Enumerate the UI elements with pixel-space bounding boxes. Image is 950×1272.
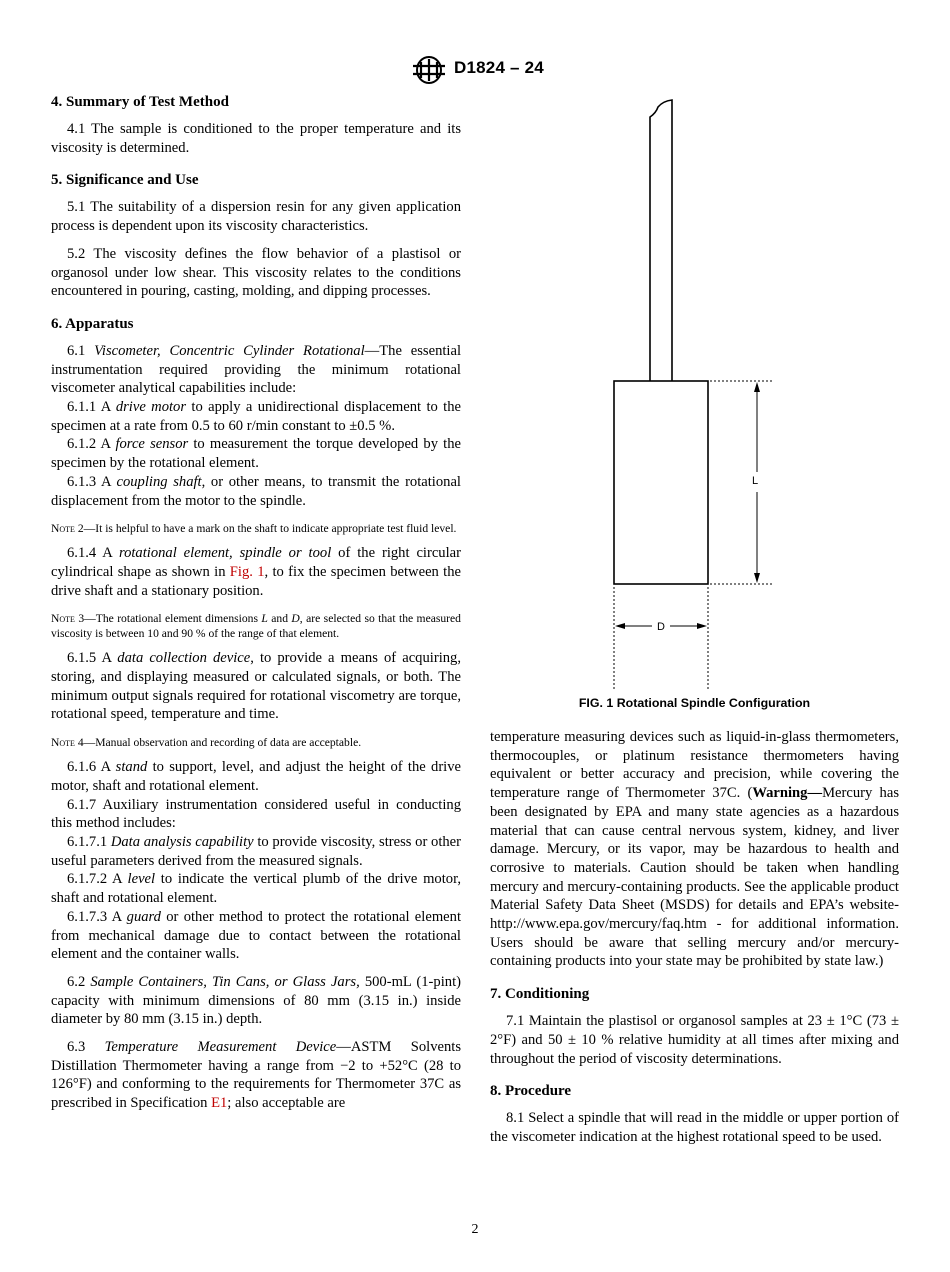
paragraph-6-2: 6.2 Sample Containers, Tin Cans, or Glass Jars, 500-mL (1-pint) capacity with minimum dimensions of 80 mm (3.15 in.) inside diameter by 80 mm (3.15 in.) depth. [51,973,461,1028]
paragraph-6-1-3: 6.1.3 A coupling shaft, or other means, to transmit the rotational displacement from the motor to the spindle. [51,473,461,509]
paragraph-6-1-7: 6.1.7 Auxiliary instrumentation considered useful in conducting this method includes: [51,796,461,832]
e1-link[interactable]: E1 [211,1095,228,1112]
section-6-heading: 6. Apparatus [51,315,134,332]
right-column [490,728,899,1156]
figure-caption: FIG. 1 Rotational Spindle Configuration [578,696,811,710]
note-3: Note 3—The rotational element dimensions L and D, are selected so that the measured viscosity is between 10 and 90 % of the range of that element. [51,612,461,641]
section-5-heading: 5. Significance and Use [51,172,199,189]
section-7-heading: 7. Conditioning [490,986,590,1003]
section-4-heading: 4. Summary of Test Method [51,94,229,110]
spindle-cylinder [614,381,708,584]
paragraph-6-1-4: 6.1.4 A rotational element, spindle or tool of the right circular cylindrical shape as shown in Fig. 1, to fix the specimen between the drive shaft and a stationary position. [51,545,461,599]
paragraph-6-1-5: 6.1.5 A data collection device, to provide a means of acquiring, storing, and displaying measured or calculated signals, or both. The minimum output signals required for rotational viscometry are torque, rotational speed, temperature and time. [51,650,461,723]
paragraph-6-1-2: 6.1.2 A force sensor to measurement the torque developed by the specimen by the rotational element. [51,436,461,472]
paragraph-6-1-1: 6.1.1 A drive motor to apply a unidirectional displacement to the specimen at a rate from 0.5 to 60 r/min constant to ±0.5 %. [51,399,461,434]
left-column [51,93,461,1113]
fig-1-link[interactable]: Fig. 1 [229,563,265,580]
paragraph-8-1: 8.1 Select a spindle that will read in the middle or upper portion of the viscometer indication at the highest rotational speed to be used. [490,1110,899,1145]
paragraph-6-1: 6.1 Viscometer, Concentric Cylinder Rotational—The essential instrumentation required providing the minimum rotational viscometer analytical capabilities include: [51,342,462,397]
paragraph-5-2: 5.2 The viscosity defines the flow behavior of a plastisol or organosol under low shear. This viscosity relates to the conditions encountered in pouring, casting, molding, and dipping processes. [51,245,461,300]
paragraph-4-1: 4.1 The sample is conditioned to the proper temperature and its viscosity is determined. [51,121,461,156]
note-2: Note 2—It is helpful to have a mark on the shaft to indicate appropriate test fluid level. [51,522,457,536]
document-id: D1824 – 24 [454,58,544,77]
spindle-shaft [650,100,672,381]
paragraph-6-1-7-1: 6.1.7.1 Data analysis capability to provide viscosity, stress or other useful parameters derived from the measured signals. [51,833,462,869]
dimension-D-label: D [657,621,665,633]
paragraph-7-1: 7.1 Maintain the plastisol or organosol samples at 23 ± 1°C (73 ± 2°F) and 50 ± 10 % relative humidity at all times after mixing and throughout the period of viscosity determinations. [490,1013,899,1067]
warning-label: Warning— [752,785,823,802]
paragraph-6-3-continued: temperature measuring devices such as liquid-in-glass thermometers, thermocouples, or platinum resistance thermometers having equivalent or better accuracy and precision, while covering the temperature range of Thermometer 37C. (Warning—Mercury has been designated by EPA and many state agencies as a hazardous material that can cause central nervous system, kidney, and liver damage. Mercury, or its vapor, may be hazardous to health and corrosive to materials. Caution should be taken when handling mercury and mercury-containing products. See the applicable product Material Safety Data Sheet (MSDS) for details and EPA’s website-http://www.epa.gov/mercury/faq.htm - for additional information. Users should be aware that selling mercury and/or mercury-containing products into your state may be prohibited by state law.) [490,729,899,970]
paragraph-6-1-7-3: 6.1.7.3 A guard or other method to protect the rotational element from mechanical damage due to contact between the rotational element and the container walls. [51,908,461,963]
paragraph-5-1: 5.1 The suitability of a dispersion resin for any given application process is dependent upon its viscosity characteristics. [51,199,461,235]
paragraph-6-1-6: 6.1.6 A stand to support, level, and adjust the height of the drive motor, shaft and rotational element. [51,759,462,794]
paragraph-6-1-7-2: 6.1.7.2 A level to indicate the vertical plumb of the drive motor, shaft and rotational element. [51,871,461,907]
page-header [0,56,950,84]
note-4: Note 4—Manual observation and recording of data are acceptable. [51,736,362,750]
astm-logo-icon [409,56,449,84]
dimension-L-label: L [752,475,759,487]
paragraph-6-3: 6.3 Temperature Measurement Device—ASTM Solvents Distillation Thermometer having a range from −2 to +52°C (28 to 126°F) and conforming to the requirements for Thermometer 37C as prescribed in Specification E1; also acceptable are [51,1039,462,1112]
page-number: 2 [471,1222,479,1237]
section-8-heading: 8. Procedure [490,1083,572,1100]
spindle-figure [560,95,850,695]
